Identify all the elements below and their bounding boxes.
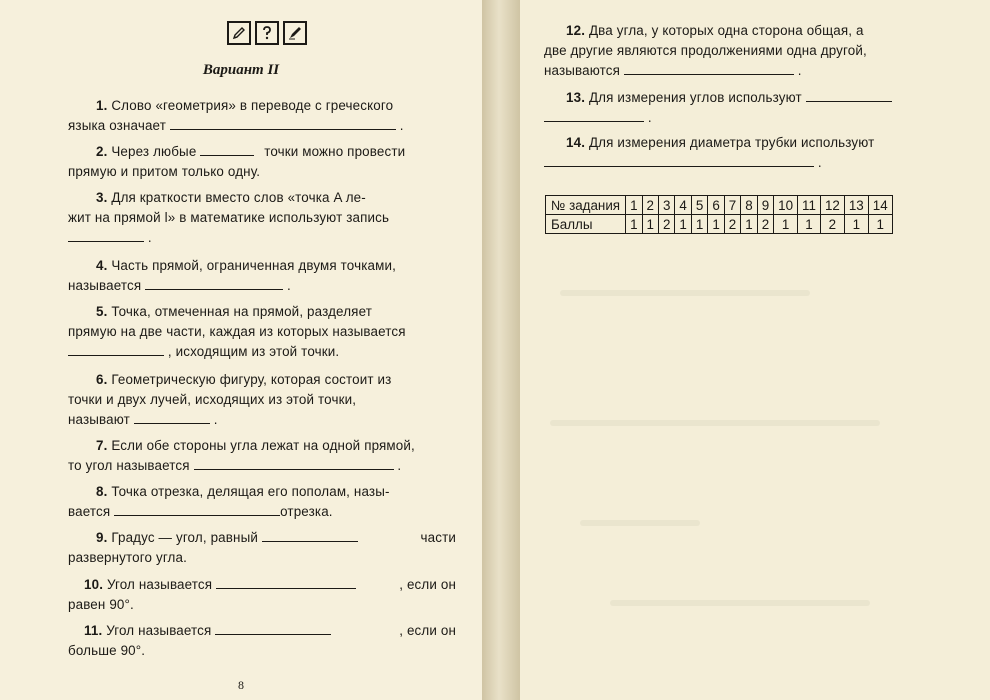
table-row (546, 196, 893, 215)
score-cell: 1 (868, 215, 892, 234)
answer-blank[interactable] (68, 343, 164, 356)
book-gutter (482, 0, 520, 700)
answer-blank[interactable] (544, 109, 644, 122)
pen-icon (283, 21, 307, 45)
score-header: Баллы (546, 215, 626, 234)
score-cell: 1 (798, 215, 821, 234)
task-10: 10. Угол называется , если он равен 90°. (68, 577, 456, 612)
pencil-icon (227, 21, 251, 45)
variant-title: Вариант II (202, 62, 280, 78)
task-6: 6. Геометрическую фигуру, которая состоит из точки и двух лучей, исходящих из этой точки, называют . (68, 372, 392, 427)
task-number-cell: 10 (774, 196, 798, 215)
task-number-header: № задания (546, 196, 626, 215)
score-cell: 1 (691, 215, 707, 234)
answer-blank[interactable] (114, 503, 280, 516)
score-cell: 1 (708, 215, 724, 234)
task-2: 2. Через любые точки можно провести прямую и притом только одну. (68, 144, 406, 179)
question-icon (255, 21, 279, 45)
answer-blank[interactable] (262, 529, 358, 542)
task-number-cell: 1 (626, 196, 642, 215)
task-1: 1. Слово «геометрия» в переводе с греческого языка означает . (68, 98, 404, 133)
task-12: 12. Два угла, у которых одна сторона общая, а две другие являются продолжениями одна другой, называются . (544, 23, 867, 78)
task-icons (227, 21, 307, 45)
score-table (545, 195, 893, 234)
answer-blank[interactable] (134, 411, 210, 424)
answer-blank[interactable] (170, 117, 396, 130)
score-cell: 1 (626, 215, 642, 234)
score-cell: 1 (741, 215, 757, 234)
task-number-cell: 7 (724, 196, 740, 215)
score-cell: 2 (658, 215, 674, 234)
answer-blank[interactable] (200, 143, 254, 156)
answer-blank[interactable] (215, 622, 331, 635)
task-number-cell: 3 (658, 196, 674, 215)
task-13: 13. Для измерения углов используют . (544, 88, 930, 128)
page-number: 8 (238, 678, 244, 692)
answer-blank[interactable] (216, 576, 356, 589)
answer-blank[interactable] (624, 62, 794, 75)
task-8: 8. Точка отрезка, делящая его пополам, назы- вается отрезка. (68, 484, 390, 519)
task-5: 5. Точка, отмеченная на прямой, разделяет прямую на две части, каждая из которых называется , исходящим из этой точки. (68, 304, 406, 359)
task-3: 3. Для краткости вместо слов «точка A ле- жит на прямой l» в математике используют запись . (68, 190, 390, 245)
task-number-cell: 11 (798, 196, 821, 215)
answer-blank[interactable] (68, 229, 144, 242)
task-14: 14. Для измерения диаметра трубки используют . (544, 133, 930, 173)
answer-blank[interactable] (145, 277, 283, 290)
score-cell: 2 (724, 215, 740, 234)
answer-blank[interactable] (806, 89, 892, 102)
answer-blank[interactable] (194, 457, 394, 470)
task-number-cell: 2 (642, 196, 658, 215)
task-11: 11. Угол называется , если он больше 90°. (68, 623, 456, 658)
score-cell: 1 (774, 215, 798, 234)
task-number-cell: 5 (691, 196, 707, 215)
answer-blank[interactable] (544, 154, 814, 167)
task-number-cell: 13 (844, 196, 868, 215)
task-number-cell: 12 (820, 196, 844, 215)
task-number-cell: 8 (741, 196, 757, 215)
score-cell: 1 (675, 215, 691, 234)
task-4: 4. Часть прямой, ограниченная двумя точками, называется . (68, 258, 396, 293)
score-cell: 1 (642, 215, 658, 234)
task-number-cell: 4 (675, 196, 691, 215)
score-cell: 2 (757, 215, 773, 234)
table-row (546, 215, 893, 234)
task-number-cell: 14 (868, 196, 892, 215)
task-9: 9. Градус — угол, равный части развернутого угла. (68, 530, 456, 565)
task-7: 7. Если обе стороны угла лежат на одной прямой, то угол называется . (68, 438, 415, 473)
score-cell: 1 (844, 215, 868, 234)
task-number-cell: 6 (708, 196, 724, 215)
score-cell: 2 (820, 215, 844, 234)
task-number-cell: 9 (757, 196, 773, 215)
